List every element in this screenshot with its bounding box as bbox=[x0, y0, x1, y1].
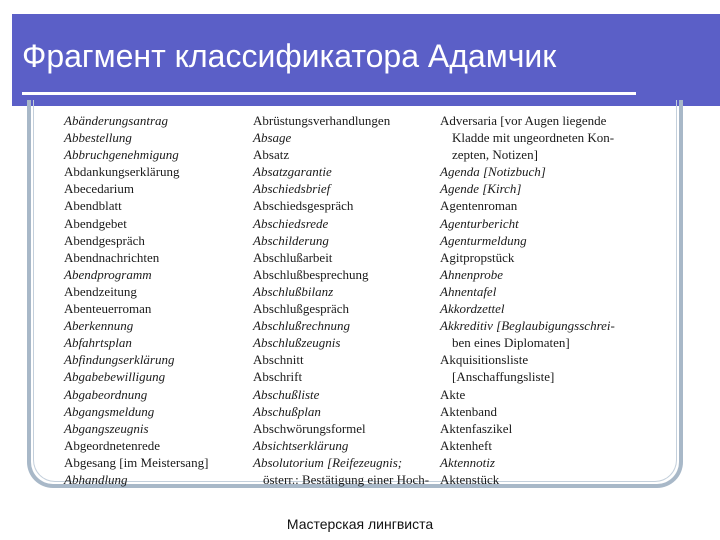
classifier-entry: Abendgebet bbox=[64, 215, 127, 231]
classifier-entry: Abgangsmeldung bbox=[64, 403, 155, 419]
word-column-2 bbox=[253, 112, 429, 488]
classifier-entry: Abschilderung bbox=[253, 232, 329, 248]
classifier-entry: Abrüstungsverhandlungen bbox=[253, 113, 391, 128]
classifier-entry: Adversaria [vor Augen liegende bbox=[440, 113, 607, 128]
classifier-entry: Ahnentafel bbox=[440, 283, 497, 299]
classifier-entry: Aktenheft bbox=[440, 437, 492, 453]
classifier-entry: Abschlußbesprechung bbox=[253, 266, 369, 282]
classifier-entry: Abgesang [im Meistersang] bbox=[64, 454, 209, 470]
classifier-entry: Absage bbox=[253, 130, 292, 146]
classifier-entry: Abendnachrichten bbox=[64, 249, 160, 265]
classifier-entry: Abgangszeugnis bbox=[64, 420, 149, 436]
classifier-entry: Abenteuerroman bbox=[64, 301, 152, 317]
classifier-entry: Akquisitionsliste bbox=[440, 352, 529, 368]
classifier-entry: Abschlußzeugnis bbox=[253, 335, 341, 351]
classifier-entry: Abgeordnetenrede bbox=[64, 437, 161, 453]
word-column-1 bbox=[64, 112, 208, 488]
classifier-entry: Akkreditiv [Beglaubigungsschrei- bbox=[440, 318, 615, 334]
classifier-entry: Abschwörungsformel bbox=[253, 420, 366, 436]
classifier-entry: Aktenfaszikel bbox=[440, 420, 513, 436]
classifier-entry: Abschiedsgespräch bbox=[253, 198, 354, 214]
classifier-entry: Agenturmeldung bbox=[440, 232, 527, 248]
classifier-entry: Abschiedsbrief bbox=[253, 181, 331, 197]
classifier-entry: Aberkennung bbox=[64, 318, 134, 334]
classifier-entry: Abschlußarbeit bbox=[253, 249, 333, 265]
classifier-entry: österr.: Bestätigung einer Hoch- bbox=[263, 471, 430, 487]
classifier-entry: Abendprogramm bbox=[64, 266, 152, 282]
classifier-entry: Abschlußgespräch bbox=[253, 301, 350, 317]
classifier-entry: Absichtserklärung bbox=[253, 437, 349, 453]
classifier-entry: Absatzgarantie bbox=[253, 164, 332, 180]
classifier-entry: Agende [Kirch] bbox=[440, 181, 522, 197]
classifier-entry: Abänderungsantrag bbox=[64, 113, 168, 128]
classifier-entry: Abecedarium bbox=[64, 181, 135, 197]
classifier-entry: Abdankungserklärung bbox=[64, 164, 180, 180]
classifier-entry: Abschlußbilanz bbox=[253, 283, 334, 299]
classifier-entry: Abschnitt bbox=[253, 352, 304, 368]
title-underline bbox=[22, 92, 636, 95]
classifier-entry: Akte bbox=[440, 386, 466, 402]
classifier-entry: Aktenband bbox=[440, 403, 498, 419]
classifier-entry: Abfindungserklärung bbox=[64, 352, 175, 368]
classifier-entry: Abbestellung bbox=[64, 130, 132, 146]
classifier-entry: Abschiedsrede bbox=[253, 215, 329, 231]
classifier-entry: Ahnenprobe bbox=[440, 266, 504, 282]
classifier-entry: Aktennotiz bbox=[440, 454, 495, 470]
classifier-entry: Abendblatt bbox=[64, 198, 122, 214]
classifier-entry: zepten, Notizen] bbox=[452, 147, 538, 163]
classifier-entry: Abschußplan bbox=[253, 403, 321, 419]
classifier-entry: Abschußliste bbox=[253, 386, 320, 402]
classifier-entry: Abendzeitung bbox=[64, 283, 137, 299]
classifier-entry: Abfahrtsplan bbox=[64, 335, 132, 351]
classifier-entry: Aktenstück bbox=[440, 471, 500, 487]
word-column-3 bbox=[440, 112, 615, 488]
slide-caption: Мастерская лингвиста bbox=[286, 516, 434, 532]
classifier-entry: Absatz bbox=[253, 147, 290, 163]
classifier-entry: Agenturbericht bbox=[440, 215, 519, 231]
slide-title: Фрагмент классификатора Адамчик bbox=[22, 38, 557, 74]
classifier-entry: Abbruchgenehmigung bbox=[64, 147, 179, 163]
classifier-entry: Abschrift bbox=[253, 369, 303, 385]
classifier-entry: Absolutorium [Reifezeugnis; bbox=[253, 454, 403, 470]
classifier-entry: Agentenroman bbox=[440, 198, 518, 214]
classifier-entry: Akkordzettel bbox=[440, 301, 505, 317]
classifier-entry: Abhandlung bbox=[64, 471, 128, 487]
classifier-entry: Agenda [Notizbuch] bbox=[440, 164, 546, 180]
classifier-entry: Agitpropstück bbox=[440, 249, 515, 265]
classifier-entry: ben eines Diplomaten] bbox=[452, 335, 570, 351]
classifier-entry: Abendgespräch bbox=[64, 232, 145, 248]
classifier-entry: Kladde mit ungeordneten Kon- bbox=[452, 130, 615, 146]
classifier-entry: Abgabebewilligung bbox=[64, 369, 166, 385]
classifier-entry: Abgabeordnung bbox=[64, 386, 148, 402]
classifier-entry: Abschlußrechnung bbox=[253, 318, 350, 334]
classifier-entry: [Anschaffungsliste] bbox=[452, 369, 555, 385]
